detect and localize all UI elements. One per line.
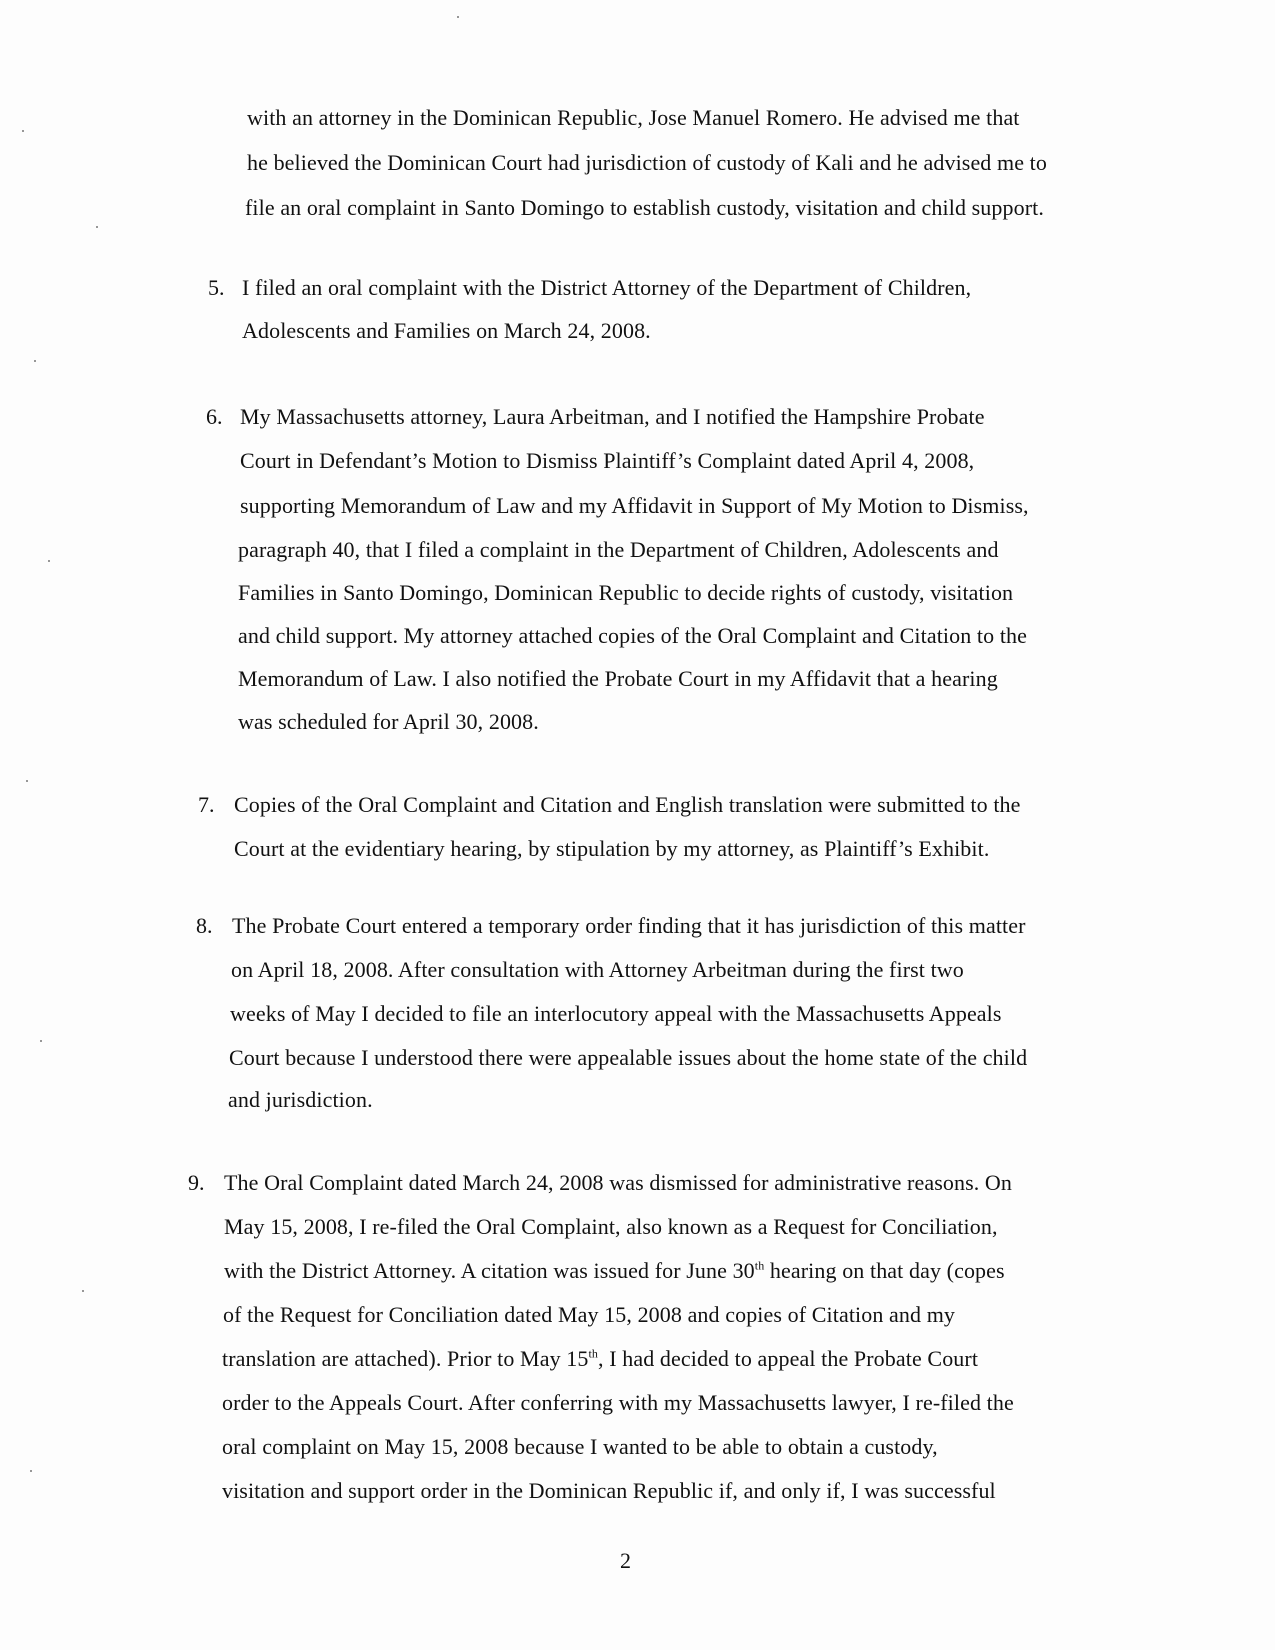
text-segment: hearing on that day (copes [764, 1258, 1005, 1283]
page-number: 2 [620, 1548, 631, 1573]
text-line: Copies of the Oral Complaint and Citation and English translation were submitted to the [234, 792, 1021, 817]
text-line: Memorandum of Law. I also notified the Probate Court in my Affidavit that a hearing [238, 666, 998, 691]
text-line: oral complaint on May 15, 2008 because I wanted to be able to obtain a custody, [222, 1434, 938, 1459]
text-line: order to the Appeals Court. After conferring with my Massachusetts lawyer, I re-filed the [222, 1390, 1014, 1415]
text-line: My Massachusetts attorney, Laura Arbeitman, and I notified the Hampshire Probate [240, 404, 985, 429]
text-line: was scheduled for April 30, 2008. [238, 709, 539, 734]
text-line: Families in Santo Domingo, Dominican Republic to decide rights of custody, visitation [238, 580, 1014, 605]
text-line: and jurisdiction. [228, 1087, 373, 1112]
paragraph-number: 9. [188, 1170, 205, 1195]
ordinal-suffix: th [754, 1258, 765, 1273]
text-line: file an oral complaint in Santo Domingo to establish custody, visitation and child support. [245, 195, 1044, 220]
scan-speck [96, 226, 98, 228]
paragraph-number: 8. [196, 913, 213, 938]
text-line: paragraph 40, that I filed a complaint in the Department of Children, Adolescents and [238, 537, 999, 562]
scan-speck [82, 1290, 84, 1292]
text-line: he believed the Dominican Court had jurisdiction of custody of Kali and he advised me to [247, 150, 1047, 175]
text-line: The Oral Complaint dated March 24, 2008 was dismissed for administrative reasons. On [224, 1170, 1013, 1195]
text-line: and child support. My attorney attached copies of the Oral Complaint and Citation to the [238, 623, 1028, 648]
text-line: with an attorney in the Dominican Republic, Jose Manuel Romero. He advised me that [247, 105, 1020, 130]
text-segment: , I had decided to appeal the Probate Court [598, 1346, 979, 1371]
text-segment: with the District Attorney. A citation was issued for June 30 [224, 1258, 755, 1283]
text-line: Court in Defendant’s Motion to Dismiss Plaintiff’s Complaint dated April 4, 2008, [240, 448, 975, 473]
text-line: visitation and support order in the Dominican Republic if, and only if, I was successful [222, 1478, 996, 1503]
text-line: The Probate Court entered a temporary order finding that it has jurisdiction of this matter [232, 913, 1026, 938]
paragraph-number: 7. [198, 792, 215, 817]
text-line: of the Request for Conciliation dated May 15, 2008 and copies of Citation and my [223, 1302, 956, 1327]
text-line [224, 1258, 1005, 1284]
scan-speck [34, 360, 36, 362]
text-line: Court because I understood there were appealable issues about the home state of the child [229, 1045, 1028, 1070]
text-line: May 15, 2008, I re-filed the Oral Complaint, also known as a Request for Conciliation, [224, 1214, 998, 1239]
scan-speck [26, 780, 28, 782]
text-line: Adolescents and Families on March 24, 2008. [242, 318, 651, 343]
text-line: on April 18, 2008. After consultation with Attorney Arbeitman during the first two [231, 957, 964, 982]
paragraph-number: 6. [206, 404, 223, 429]
text-line: I filed an oral complaint with the District Attorney of the Department of Children, [242, 275, 972, 300]
text-segment: translation are attached). Prior to May 15 [222, 1346, 589, 1371]
text-line [222, 1346, 978, 1372]
scan-speck [22, 130, 24, 132]
paragraph-number: 5. [208, 275, 225, 300]
text-line: supporting Memorandum of Law and my Affidavit in Support of My Motion to Dismiss, [240, 493, 1029, 518]
text-line: weeks of May I decided to file an interlocutory appeal with the Massachusetts Appeals [230, 1001, 1002, 1026]
scan-speck [457, 16, 459, 18]
ordinal-suffix: th [588, 1346, 599, 1361]
scan-speck [40, 1040, 42, 1042]
text-line: Court at the evidentiary hearing, by stipulation by my attorney, as Plaintiff’s Exhibit. [234, 836, 990, 861]
scan-speck [30, 1470, 32, 1472]
scan-speck [48, 560, 50, 562]
